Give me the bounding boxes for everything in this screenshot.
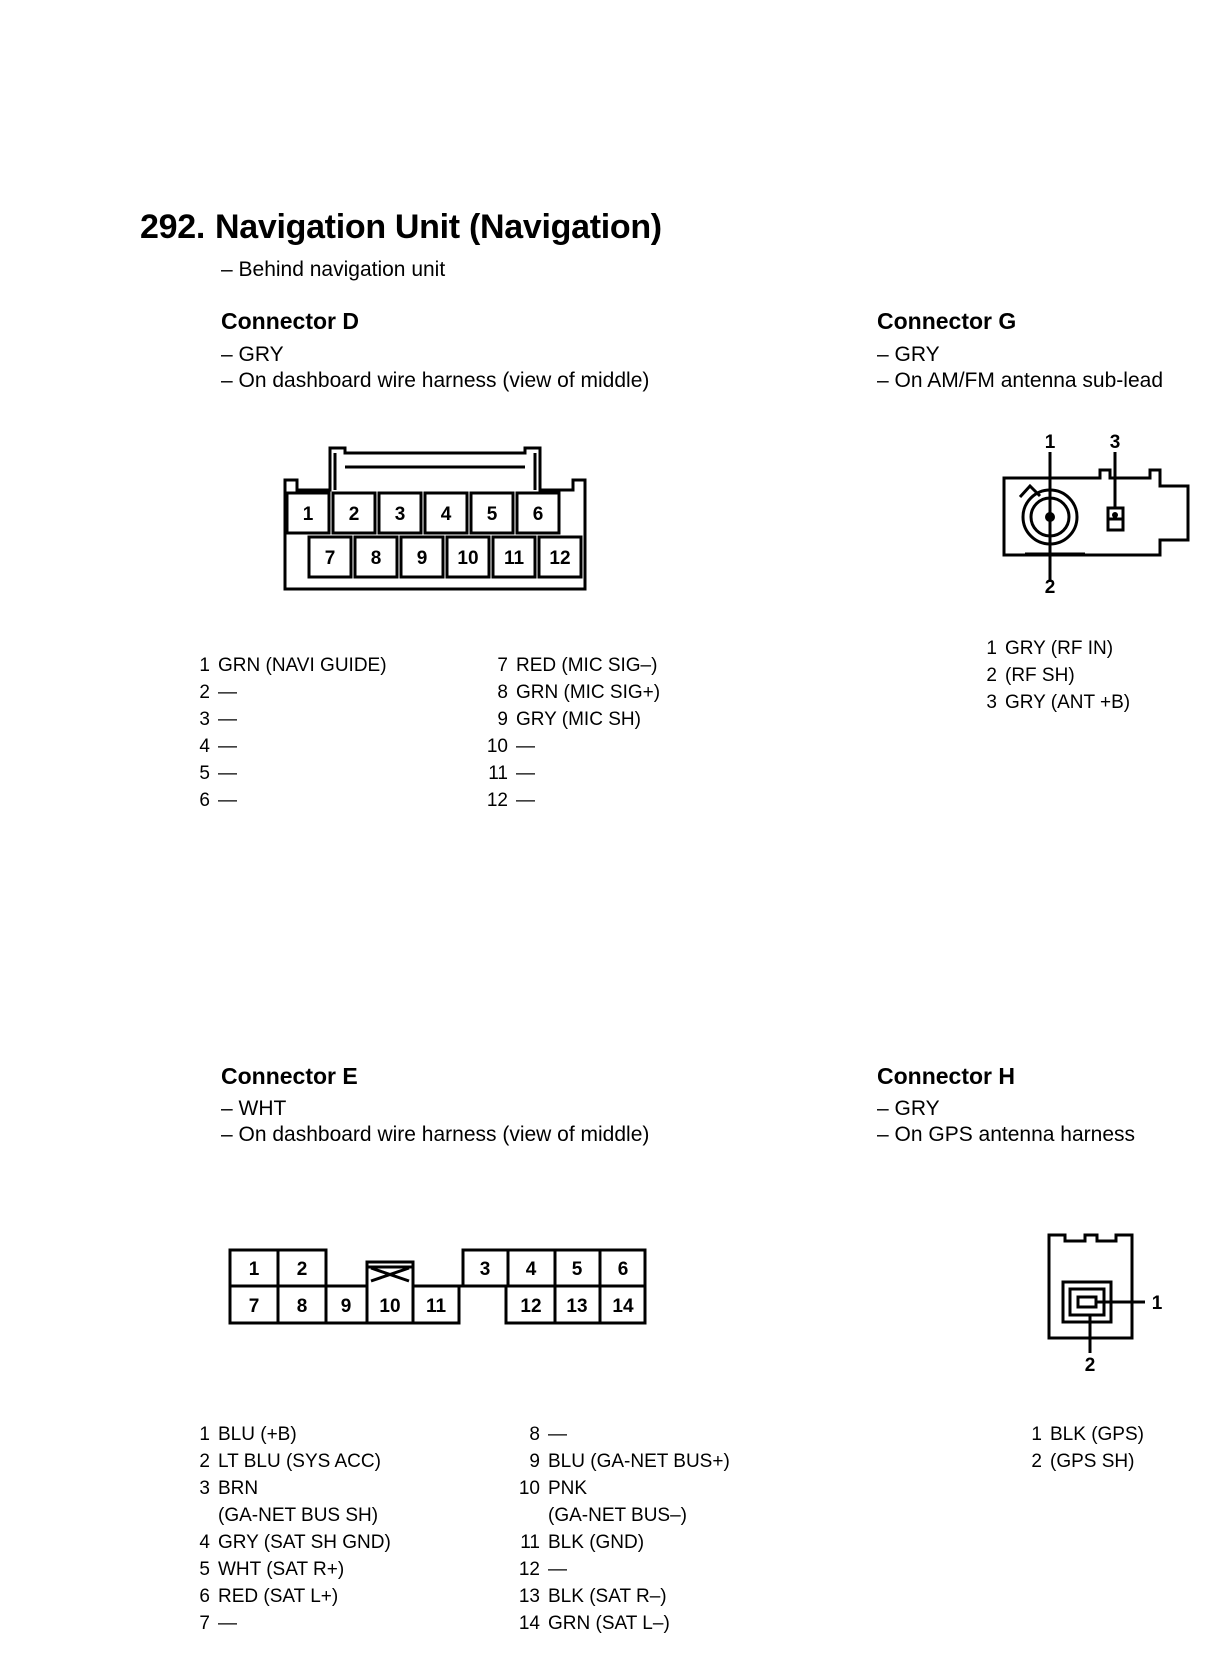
pin-row — [516, 1448, 730, 1475]
pin-number: 2 — [199, 682, 210, 703]
connector-d-cavity-label: 1 — [302, 504, 314, 525]
pin-number: 7 — [199, 1613, 210, 1634]
pin-row — [198, 733, 387, 760]
pin-description: GRY (RF IN) — [1005, 638, 1114, 659]
pin-row — [1030, 1421, 1144, 1448]
pin-row — [985, 635, 1130, 662]
pin-number: 7 — [497, 655, 508, 676]
connector-d-cavity-label: 6 — [532, 504, 544, 525]
pin-description: BLK (GPS) — [1050, 1424, 1144, 1445]
section-title: Navigation Unit (Navigation) — [214, 208, 662, 246]
pin-description: GRN (MIC SIG+) — [516, 682, 661, 703]
pin-description: (GPS SH) — [1050, 1451, 1135, 1472]
pin-number: 2 — [199, 1451, 210, 1472]
pin-description: (GA-NET BUS–) — [548, 1505, 688, 1526]
connector-h-callout-1: 1 — [1151, 1293, 1163, 1314]
connector-g-color: – GRY — [877, 343, 940, 366]
e-cell-12: 12 — [520, 1296, 542, 1317]
connector-h-pins — [1030, 1421, 1144, 1475]
connector-d-cavity-label: 7 — [324, 548, 336, 569]
connector-e-pins-right — [516, 1421, 730, 1637]
e-cell-8: 8 — [296, 1296, 308, 1317]
connector-e-location: – On dashboard wire harness (view of middle) — [221, 1123, 650, 1146]
connector-d-cavity-label: 3 — [394, 504, 406, 525]
e-cell-13: 13 — [566, 1296, 588, 1317]
pin-row — [516, 1556, 730, 1583]
pin-description: BRN — [218, 1478, 259, 1499]
connector-d-cavity-label: 11 — [503, 548, 525, 569]
connector-d-diagram — [275, 445, 605, 595]
pin-row — [484, 760, 660, 787]
connector-g-callout-2: 2 — [1044, 577, 1056, 598]
e-cell-14: 14 — [612, 1296, 634, 1317]
e-cell-3: 3 — [479, 1259, 491, 1280]
pin-row — [198, 787, 387, 814]
pin-description: (RF SH) — [1005, 665, 1075, 686]
pin-description: — — [548, 1559, 567, 1580]
connector-d-pins-right — [484, 652, 660, 814]
pin-number: 4 — [199, 736, 210, 757]
connector-d-location: – On dashboard wire harness (view of middle) — [221, 369, 650, 392]
pin-number: 6 — [199, 790, 210, 811]
pin-description: GRN (SAT L–) — [548, 1613, 670, 1634]
pin-number: 4 — [199, 1532, 210, 1553]
pin-number: 3 — [199, 709, 210, 730]
pin-row — [516, 1583, 730, 1610]
pin-description: BLU (+B) — [218, 1424, 297, 1445]
pin-row — [516, 1421, 730, 1448]
pin-row — [484, 679, 660, 706]
pin-description: GRY (ANT +B) — [1005, 692, 1131, 713]
connector-g-callout-1: 1 — [1044, 432, 1056, 453]
pin-number: 2 — [986, 665, 997, 686]
connector-g-callout-3: 3 — [1109, 432, 1121, 453]
pin-row — [985, 689, 1130, 716]
section-number: 292. — [140, 208, 205, 246]
pin-row — [198, 1448, 391, 1475]
connector-e-pins-left — [198, 1421, 391, 1637]
pin-number: 8 — [497, 682, 508, 703]
connector-g-heading: Connector G — [877, 308, 1017, 334]
pin-number: 11 — [520, 1532, 540, 1553]
connector-d-cavity-label: 10 — [457, 548, 479, 569]
connector-h-callout-2: 2 — [1084, 1355, 1096, 1375]
pin-number — [198, 1502, 210, 1529]
pin-description: — — [218, 736, 237, 757]
connector-d-heading: Connector D — [221, 308, 359, 334]
pin-number: 12 — [486, 790, 508, 811]
pin-description: GRY (SAT SH GND) — [218, 1532, 391, 1553]
pin-number: 9 — [497, 709, 508, 730]
connector-e-diagram — [225, 1245, 655, 1335]
pin-row — [484, 787, 660, 814]
pin-row — [198, 1583, 391, 1610]
pin-description: BLK (SAT R–) — [548, 1586, 667, 1607]
e-cell-4: 4 — [525, 1259, 537, 1280]
e-cell-1: 1 — [248, 1259, 260, 1280]
pin-row — [198, 652, 387, 679]
pin-description: GRN (NAVI GUIDE) — [218, 655, 387, 676]
pin-description: BLK (GND) — [548, 1532, 645, 1553]
connector-e-color: – WHT — [221, 1097, 287, 1120]
pin-description: — — [218, 790, 237, 811]
pin-description: — — [548, 1424, 567, 1445]
pin-row — [516, 1502, 730, 1529]
e-cell-10: 10 — [379, 1296, 401, 1317]
pin-number: 5 — [199, 1559, 210, 1580]
pin-number: 2 — [1031, 1451, 1042, 1472]
pin-row — [484, 733, 660, 760]
pin-number: 9 — [529, 1451, 540, 1472]
pin-row — [198, 760, 387, 787]
pin-description: — — [218, 1613, 237, 1634]
pin-description: — — [218, 709, 237, 730]
pin-number: 3 — [986, 692, 997, 713]
connector-d-cavity-label: 12 — [549, 548, 571, 569]
pin-row — [198, 1556, 391, 1583]
pin-number: 5 — [199, 763, 210, 784]
pin-description: — — [218, 682, 237, 703]
connector-d-cavity-label: 5 — [486, 504, 498, 525]
connector-h-color: – GRY — [877, 1097, 940, 1120]
connector-d-cavity-label: 4 — [440, 504, 452, 525]
pin-row — [198, 1421, 391, 1448]
pin-row — [198, 1610, 391, 1637]
e-cell-2: 2 — [296, 1259, 308, 1280]
connector-d-pins-left — [198, 652, 387, 814]
pin-number: 12 — [518, 1559, 540, 1580]
connector-g-pins — [985, 635, 1130, 716]
pin-number: 10 — [518, 1478, 540, 1499]
pin-row — [198, 1502, 391, 1529]
connector-d-cavity-label: 2 — [348, 504, 360, 525]
pin-row — [198, 706, 387, 733]
e-cell-11: 11 — [425, 1296, 447, 1317]
pin-description: RED (SAT L+) — [218, 1586, 339, 1607]
pin-row — [484, 652, 660, 679]
pin-description: — — [218, 763, 237, 784]
pin-number: 1 — [986, 638, 997, 659]
pin-row — [1030, 1448, 1144, 1475]
e-cell-9: 9 — [340, 1296, 352, 1317]
pin-row — [198, 1529, 391, 1556]
connector-d-color: – GRY — [221, 343, 284, 366]
pin-number: 11 — [488, 763, 508, 784]
pin-description: — — [516, 736, 535, 757]
e-cell-7: 7 — [248, 1296, 260, 1317]
pin-description: — — [516, 763, 535, 784]
pin-number: 10 — [486, 736, 508, 757]
pin-row — [198, 1475, 391, 1502]
pin-row — [516, 1529, 730, 1556]
pin-description: BLU (GA-NET BUS+) — [548, 1451, 730, 1472]
pin-row — [985, 662, 1130, 689]
pin-row — [516, 1610, 730, 1637]
pin-number: 1 — [199, 655, 210, 676]
page-title — [140, 208, 662, 247]
pin-description: LT BLU (SYS ACC) — [218, 1451, 381, 1472]
connector-g-location: – On AM/FM antenna sub-lead — [877, 369, 1163, 392]
pin-row — [516, 1475, 730, 1502]
pin-description: WHT (SAT R+) — [218, 1559, 345, 1580]
pin-number: 1 — [199, 1424, 210, 1445]
pin-description: (GA-NET BUS SH) — [218, 1505, 379, 1526]
connector-e-heading: Connector E — [221, 1063, 358, 1089]
connector-h-heading: Connector H — [877, 1063, 1015, 1089]
pin-number: 6 — [199, 1586, 210, 1607]
pin-number: 3 — [199, 1478, 210, 1499]
pin-row — [198, 679, 387, 706]
pin-description: PNK — [548, 1478, 588, 1499]
e-cell-6: 6 — [617, 1259, 629, 1280]
connector-d-cavity-label: 8 — [370, 548, 382, 569]
pin-description: GRY (MIC SH) — [516, 709, 641, 730]
connector-d-cavity-label: 9 — [416, 548, 428, 569]
e-cell-5: 5 — [571, 1259, 583, 1280]
connector-h-diagram — [1040, 1225, 1170, 1375]
connector-h-location: – On GPS antenna harness — [877, 1123, 1135, 1146]
pin-number: 1 — [1031, 1424, 1042, 1445]
pin-description: — — [516, 790, 535, 811]
pin-row — [484, 706, 660, 733]
pin-number — [516, 1502, 540, 1529]
pin-description: RED (MIC SIG–) — [516, 655, 658, 676]
section-location: – Behind navigation unit — [221, 258, 446, 281]
connector-g-diagram — [990, 430, 1200, 605]
pin-number: 8 — [529, 1424, 540, 1445]
pin-number: 13 — [518, 1586, 540, 1607]
pin-number: 14 — [518, 1613, 540, 1634]
